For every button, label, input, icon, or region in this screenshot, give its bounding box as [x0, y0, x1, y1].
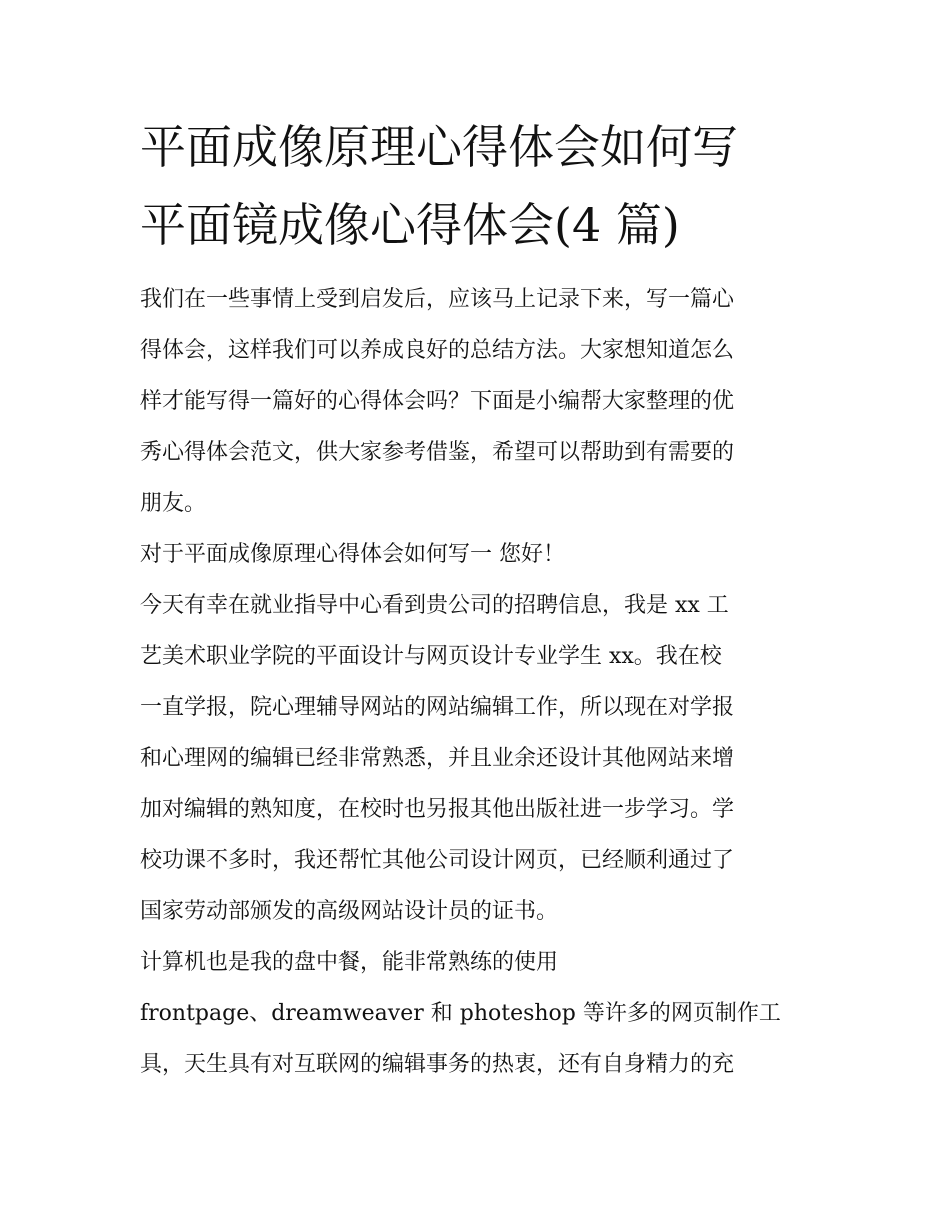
text-line: 艺美术职业学院的平面设计与网页设计专业学生 xx。我在校 — [140, 644, 722, 669]
title-line-2: 平面镜成像心得体会(4 篇) — [140, 198, 680, 252]
text-line: 国家劳动部颁发的高级网站设计员的证书。 — [140, 899, 559, 924]
text-line: frontpage、dreamweaver 和 photeshop 等许多的网页制作工 — [140, 1001, 781, 1026]
text-line: 和心理网的编辑已经非常熟悉，并且业余还设计其他网站来增 — [140, 746, 735, 771]
text-line: 具，天生具有对互联网的编辑事务的热衷，还有自身精力的充 — [140, 1052, 735, 1077]
text-line: 对于平面成像原理心得体会如何写一 您好！ — [140, 542, 565, 567]
text-line: 朋友。 — [140, 491, 207, 516]
text-line: 我们在一些事情上受到启发后，应该马上记录下来，写一篇心 — [140, 287, 735, 312]
document-page — [140, 108, 815, 1090]
text-line: 秀心得体会范文，供大家参考借鉴，希望可以帮助到有需要的 — [140, 440, 735, 465]
text-line: 计算机也是我的盘中餐，能非常熟练的使用 — [140, 950, 559, 975]
text-line: 校功课不多时，我还帮忙其他公司设计网页，已经顺利通过了 — [140, 848, 735, 873]
text-line: 今天有幸在就业指导中心看到贵公司的招聘信息，我是 xx 工 — [140, 593, 729, 618]
text-line: 加对编辑的熟知度，在校时也另报其他出版社进一步学习。学 — [140, 797, 735, 822]
document-title — [140, 108, 815, 264]
document-body — [140, 274, 815, 1090]
text-line: 样才能写得一篇好的心得体会吗？下面是小编帮大家整理的优 — [140, 389, 735, 414]
title-line-1: 平面成像原理心得体会如何写 — [140, 120, 738, 174]
text-line: 一直学报，院心理辅导网站的网站编辑工作，所以现在对学报 — [140, 695, 735, 720]
text-line: 得体会，这样我们可以养成良好的总结方法。大家想知道怎么 — [140, 338, 735, 363]
